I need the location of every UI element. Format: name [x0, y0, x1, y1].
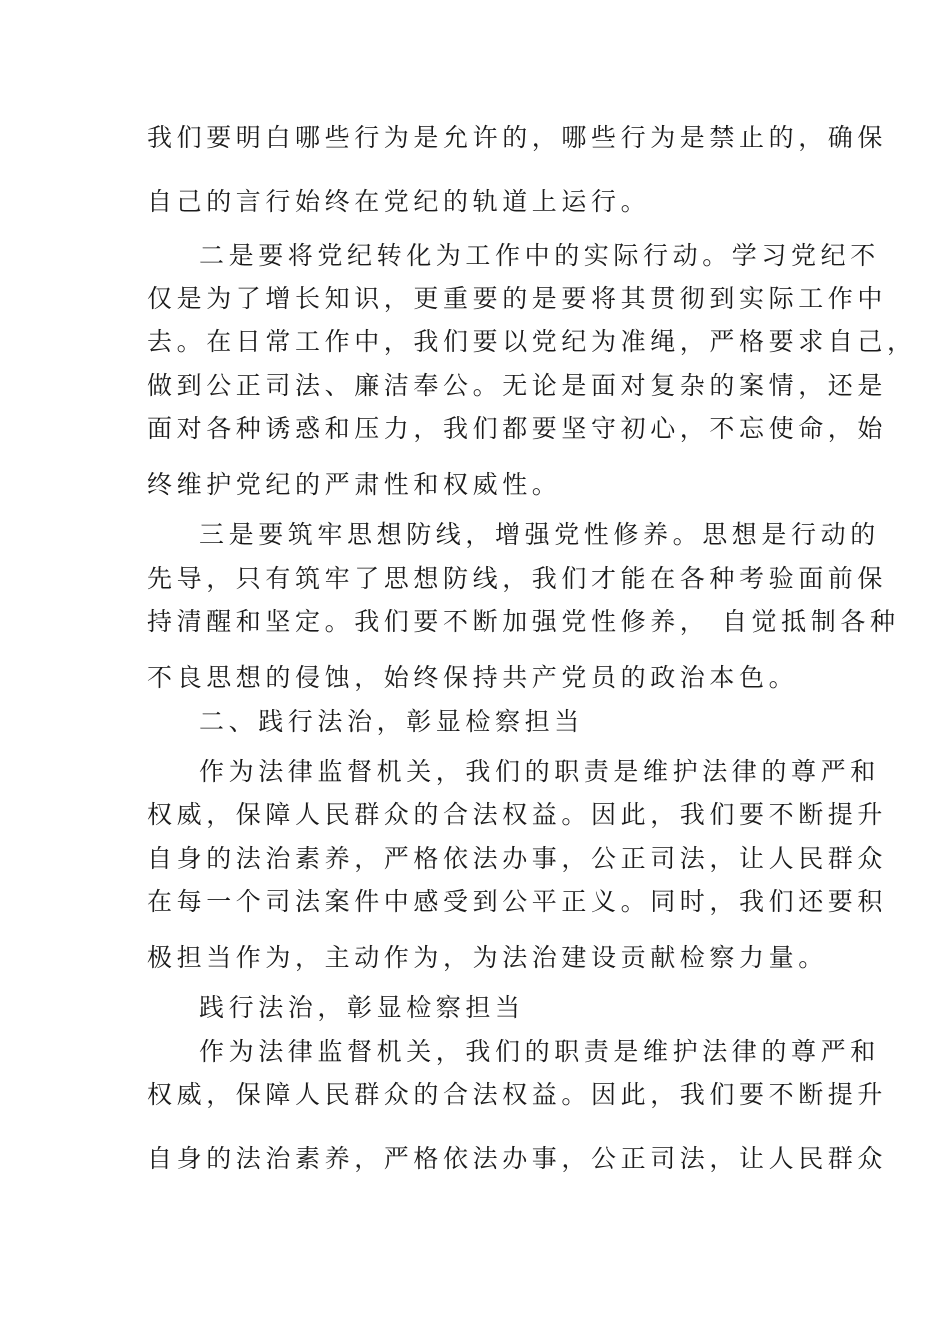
text-line: 我们要明白哪些行为是允许的，哪些行为是禁止的，确保 [147, 123, 888, 152]
text-line: 不良思想的侵蚀，始终保持共产党员的政治本色。 [147, 663, 799, 692]
text-line: 权威，保障人民群众的合法权益。因此，我们要不断提升 [147, 800, 888, 829]
paragraph-start-line: 三是要筑牢思想防线，增强党性修养。思想是行动的 [199, 520, 880, 549]
text-line: 自身的法治素养，严格依法办事，公正司法，让人民群众 [147, 1144, 888, 1173]
text-line: 持清醒和坚定。我们要不断加强党性修养， 自觉抵制各种 [147, 607, 900, 636]
text-line: 在每一个司法案件中感受到公平正义。同时，我们还要积 [147, 887, 888, 916]
text-line: 仅是为了增长知识，更重要的是要将其贯彻到实际工作中 [147, 284, 888, 313]
paragraph-start-line: 作为法律监督机关，我们的职责是维护法律的尊严和 [199, 757, 880, 786]
paragraph-start-line: 作为法律监督机关，我们的职责是维护法律的尊严和 [199, 1037, 880, 1066]
section-heading: 二、践行法治，彰显检察担当 [199, 707, 584, 736]
text-line: 自己的言行始终在党纪的轨道上运行。 [147, 187, 651, 216]
text-line: 面对各种诱惑和压力，我们都要坚守初心，不忘使命，始 [147, 414, 888, 443]
text-line: 去。在日常工作中，我们要以党纪为准绳，严格要求自己， [147, 327, 917, 356]
paragraph-start-line: 二是要将党纪转化为工作中的实际行动。学习党纪不 [199, 241, 880, 270]
text-line: 极担当作为，主动作为，为法治建设贡献检察力量。 [147, 943, 828, 972]
text-line: 先导，只有筑牢了思想防线，我们才能在各种考验面前保 [147, 564, 888, 593]
text-line: 终维护党纪的严肃性和权威性。 [147, 470, 562, 499]
text-line: 自身的法治素养，严格依法办事，公正司法，让人民群众 [147, 844, 888, 873]
section-heading: 践行法治，彰显检察担当 [199, 993, 525, 1022]
text-line: 权威，保障人民群众的合法权益。因此，我们要不断提升 [147, 1080, 888, 1109]
text-line: 做到公正司法、廉洁奉公。无论是面对复杂的案情，还是 [147, 371, 888, 400]
